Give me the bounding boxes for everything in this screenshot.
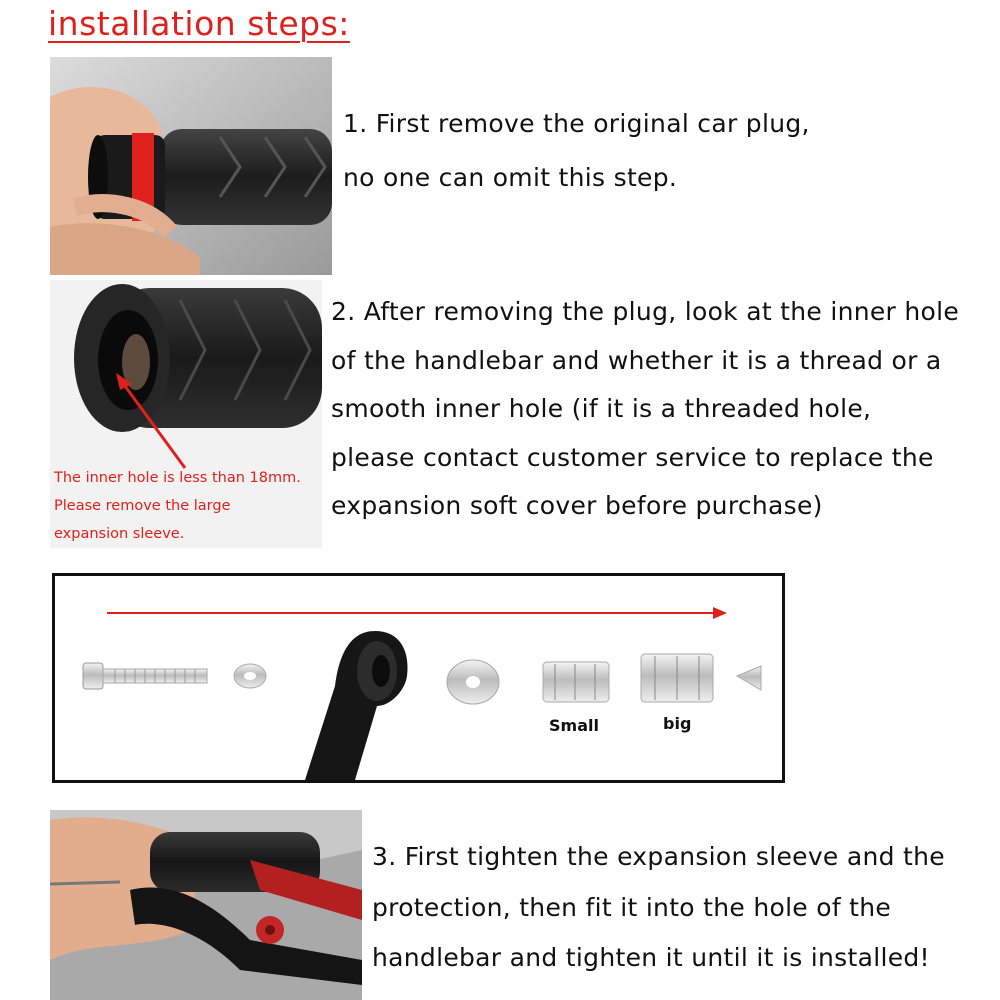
- annotation-line: The inner hole is less than 18mm.: [54, 470, 301, 486]
- step2-text: [331, 288, 959, 531]
- step3-line: protection, then fit it into the hole of the: [372, 892, 892, 922]
- step1-line: no one can omit this step.: [343, 163, 678, 192]
- step2-line: expansion soft cover before purchase): [331, 491, 823, 520]
- big-sleeve-label: big: [663, 714, 692, 733]
- step2-line: please contact customer service to replace the: [331, 442, 934, 472]
- page-title: installation steps:: [48, 4, 350, 43]
- step2-line: of the handlebar and whether it is a thread or a: [331, 345, 942, 375]
- step1-line: 1. First remove the original car plug,: [343, 109, 810, 138]
- lever-guard-part: [305, 631, 408, 780]
- arrow-right-icon: [107, 607, 727, 619]
- parts-illustration: [55, 576, 782, 780]
- inner-hole-annotation: [54, 464, 301, 548]
- step2-line: 2. After removing the plug, look at the inner hole: [331, 297, 960, 326]
- step3-line: 3. First tighten the expansion sleeve and the: [372, 842, 945, 871]
- step3-text: [372, 832, 945, 984]
- annotation-line: expansion sleeve.: [54, 526, 185, 542]
- step3-line: handlebar and tighten it until it is installed!: [372, 943, 930, 972]
- bolt-part: [83, 663, 207, 689]
- parts-diagram: [52, 573, 785, 783]
- step1-text: [343, 97, 810, 205]
- step1-photo: [50, 57, 332, 275]
- installed-lever-guard-image: [50, 810, 362, 1000]
- small-sleeve-label: Small: [549, 716, 599, 735]
- large-washer-part: [447, 660, 499, 704]
- cone-nut-part: [737, 666, 761, 690]
- step3-photo: [50, 810, 362, 1000]
- big-sleeve-part: [641, 654, 713, 702]
- step2-line: smooth inner hole (if it is a threaded hole,: [331, 394, 872, 423]
- grip-with-plug-image: [50, 57, 332, 275]
- small-washer-part: [234, 664, 266, 688]
- annotation-line: Please remove the large: [54, 498, 231, 514]
- small-sleeve-part: [543, 662, 609, 702]
